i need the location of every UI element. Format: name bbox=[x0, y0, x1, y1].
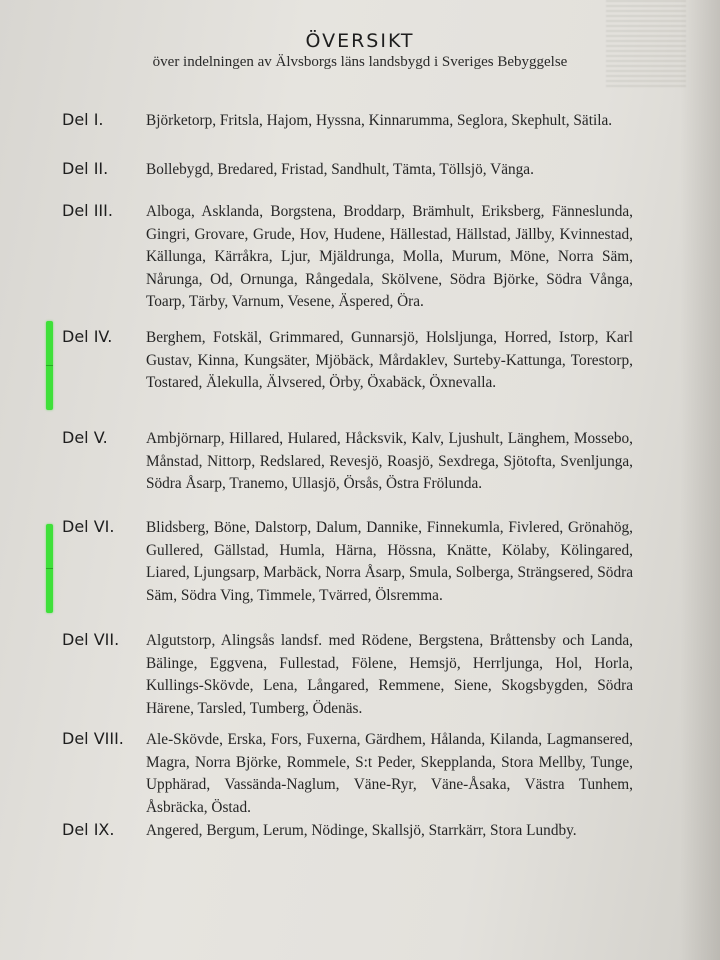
page-edge-shadow bbox=[680, 0, 720, 960]
section-label: Del V. bbox=[62, 428, 108, 447]
section-places: Berghem, Fotskäl, Grimmared, Gunnarsjö, Holsljunga, Horred, Istorp, Karl Gustav, Kinna, Kungsäter, Mjöbäck, Mårdaklev, Surteby-Kattunga, Torestorp, Tostared, Älekulla, Älvsered, Örby, Öxabäck, Öxnevalla. bbox=[146, 329, 633, 391]
highlight-marker-del-vi bbox=[46, 524, 53, 613]
section-places: Bollebygd, Bredared, Fristad, Sandhult, Tämta, Töllsjö, Vänga. bbox=[146, 161, 534, 178]
section-places: Blidsberg, Böne, Dalstorp, Dalum, Dannike, Finnekumla, Fivlered, Grönahög, Gullered, Gällstad, Humla, Härna, Hössna, Knätte, Kölaby, Kölingared, Liared, Ljungsarp, Marbäck, Norra Åsarp, Smula, Solberga, Strängsered, Södra Säm, Södra Ving, Timmele, Tvärred, Ölsremma. bbox=[146, 519, 633, 604]
section-label: Del VII. bbox=[62, 630, 120, 649]
section-label: Del I. bbox=[62, 110, 104, 129]
section-places: Angered, Bergum, Lerum, Nödinge, Skallsjö, Starrkärr, Stora Lundby. bbox=[146, 822, 577, 839]
section-label: Del VIII. bbox=[62, 729, 124, 748]
section-label: Del VI. bbox=[62, 517, 115, 536]
section-label: Del IX. bbox=[62, 820, 115, 839]
highlight-marker-del-iv bbox=[46, 321, 53, 410]
page-title: ÖVERSIKT bbox=[305, 30, 415, 52]
section-places: Björketorp, Fritsla, Hajom, Hyssna, Kinnarumma, Seglora, Skephult, Sätila. bbox=[146, 112, 613, 129]
section-places: Ambjörnarp, Hillared, Hulared, Håcksvik, Kalv, Ljushult, Länghem, Mossebo, Månstad, Nittorp, Redslared, Revesjö, Roasjö, Sexdrega, Sjötofta, Svenljunga, Södra Åsarp, Tranemo, Ullasjö, Örsås, Östra Frölunda. bbox=[146, 430, 633, 492]
page-subtitle: över indelningen av Älvsborgs läns landsbygd i Sveriges Bebyggelse bbox=[152, 54, 568, 70]
section-label: Del III. bbox=[62, 201, 113, 220]
section-places: Ale-Skövde, Erska, Fors, Fuxerna, Gärdhem, Hålanda, Kilanda, Lagmansered, Magra, Norra Björke, Rommele, S:t Peder, Skepplanda, Stora Mellby, Tunge, Upphärad, Vassända-Naglum, Väne-Ryr, Väne-Åsaka, Västra Tunhem, Åsbräcka, Östad. bbox=[146, 731, 633, 816]
section-label: Del IV. bbox=[62, 327, 113, 346]
section-label: Del II. bbox=[62, 159, 109, 178]
section-places: Alboga, Asklanda, Borgstena, Broddarp, Brämhult, Eriksberg, Fänneslunda, Gingri, Grovare, Grude, Hov, Hudene, Hällestad, Hällstad, Jällby, Kvinnestad, Källunga, Kärråkra, Ljur, Mjäldrunga, Molla, Murum, Möne, Norra Säm, Nårunga, Od, Ornunga, Rångedala, Skölvene, Södra Björke, Södra Vånga, Toarp, Tärby, Varnum, Vesene, Äspered, Öra. bbox=[146, 203, 633, 310]
section-places: Algutstorp, Alingsås landsf. med Rödene, Bergstena, Bråttensby och Landa, Bälinge, Eggvena, Fullestad, Fölene, Hemsjö, Herrljunga, Hol, Horla, Kullings-Skövde, Lena, Långared, Remmene, Siene, Skogsbygden, Södra Härene, Tarsled, Tumberg, Ödenäs. bbox=[146, 632, 633, 717]
